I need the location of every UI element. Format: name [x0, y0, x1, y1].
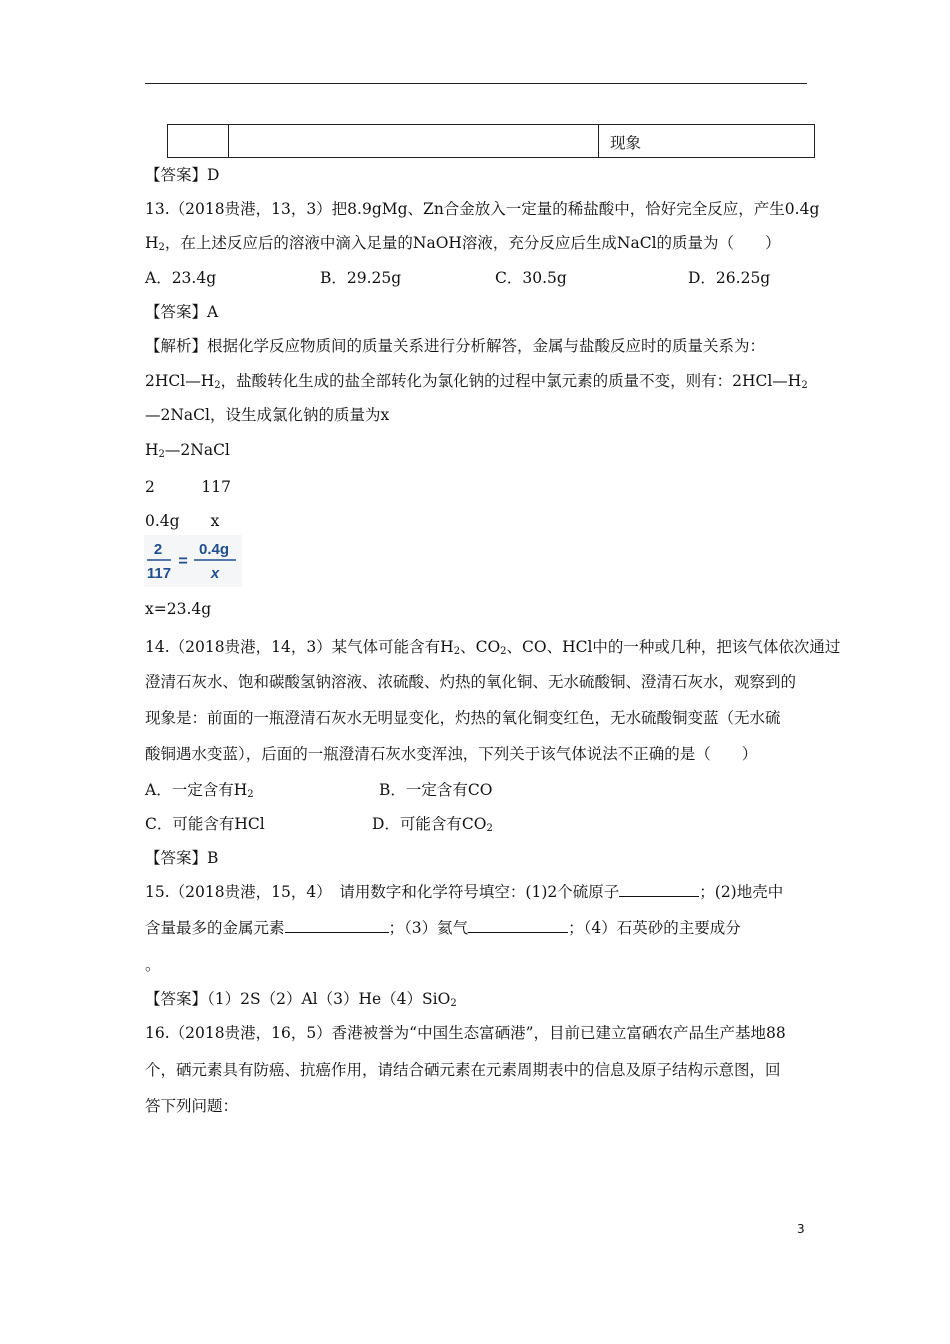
q14-line3: 现象是：前面的一瓶澄清石灰水无明显变化，灼热的氧化铜变红色，无水硫酸铜变蓝（无水硫	[145, 709, 781, 727]
q12-answer: 【答案】D	[145, 166, 220, 184]
table-divider	[598, 125, 599, 157]
q15-line1: 15.（2018贵港，15，4） 请用数字和化学符号填空：(1)2个硫原子 ；(2)地壳中	[145, 883, 784, 901]
fill-blank-3	[468, 918, 568, 933]
q14-answer: 【答案】B	[145, 849, 219, 867]
q13-analysis-line2: $2HCl—H_2$，盐酸转化生成的盐全部转化为氯化钠的过程中氯元素的质量不变，则有：$2HCl—H_2$	[145, 372, 808, 391]
q14-option-c: C．可能含有HCl	[145, 815, 265, 833]
fraction-left-denominator: 117	[146, 565, 172, 582]
q16-line2: 个，硒元素具有防癌、抗癌作用，请结合硒元素在元素周期表中的信息及原子结构示意图，回	[145, 1061, 781, 1079]
table-fragment	[167, 124, 815, 158]
q14-option-b: B．一定含有CO	[379, 781, 493, 799]
q14-line1: 14.（2018贵港，14，3）某气体可能含有$H_2$、$CO_2$、CO、HCl中的一种或几种，把该气体依次通过	[145, 638, 841, 657]
fraction-left-numerator: 2	[153, 541, 163, 558]
q13-option-d: D．26.25g	[688, 269, 771, 287]
q15-line3: 。	[145, 956, 161, 974]
fraction-right-numerator: 0.4g	[198, 541, 230, 558]
fill-blank-2	[285, 918, 389, 933]
q16-line1: 16.（2018贵港，16，5）香港被誉为“中国生态富硒港”，目前已建立富硒农产品生产基地88	[145, 1024, 786, 1042]
q14-option-d: D．可能含有$CO_2$	[372, 815, 493, 834]
q13-result: x=23.4g	[145, 600, 212, 618]
q15-answer: 【答案】（1）2S（2）Al（3）He（4）SiO$_2$	[145, 990, 457, 1009]
q14-option-a: A．一定含有$H_2$	[145, 781, 254, 800]
q13-line1: 13.（2018贵港，13，3）把8.9gMg、Zn合金放入一定量的稀盐酸中，恰好完全反应，产生0.4g	[145, 200, 820, 218]
q13-equation: $H_2—2NaCl$	[145, 441, 230, 460]
q13-analysis-line3: —2NaCl，设生成氯化钠的质量为x	[145, 406, 390, 424]
q15-line2: 含量最多的金属元素 ；（3）氦气 ；（4）石英砂的主要成分	[145, 919, 741, 937]
fill-blank-1	[619, 882, 699, 897]
table-divider	[228, 125, 229, 157]
q13-option-b: B．29.25g	[320, 269, 402, 287]
fraction-right-denominator: x	[210, 565, 220, 582]
fraction-equals: =	[178, 553, 188, 570]
q13-ratio-line: 2 117	[145, 478, 231, 496]
q13-mass-line: 0.4g x	[145, 512, 220, 530]
q14-line4: 酸铜遇水变蓝），后面的一瓶澄清石灰水变浑浊，下列关于该气体说法不正确的是（ ）	[145, 745, 758, 763]
page-number: 3	[797, 1222, 805, 1236]
q13-line2: $H_2$，在上述反应后的溶液中滴入足量的NaOH溶液，充分反应后生成NaCl的质量为（ ）	[145, 234, 781, 253]
q13-fraction-image	[144, 535, 242, 587]
header-rule	[145, 83, 807, 84]
q13-option-c: C．30.5g	[495, 269, 567, 287]
q13-analysis-line1: 【解析】根据化学反应物质间的质量关系进行分析解答，金属与盐酸反应时的质量关系为：	[145, 337, 766, 355]
q16-line3: 答下列问题：	[145, 1097, 239, 1115]
q14-line2: 澄清石灰水、饱和碳酸氢钠溶液、浓硫酸、灼热的氧化铜、无水硫酸铜、澄清石灰水，观察到的	[145, 673, 797, 691]
table-cell-text: 现象	[610, 134, 642, 152]
q13-answer: 【答案】A	[145, 303, 219, 321]
q13-option-a: A．23.4g	[145, 269, 217, 287]
